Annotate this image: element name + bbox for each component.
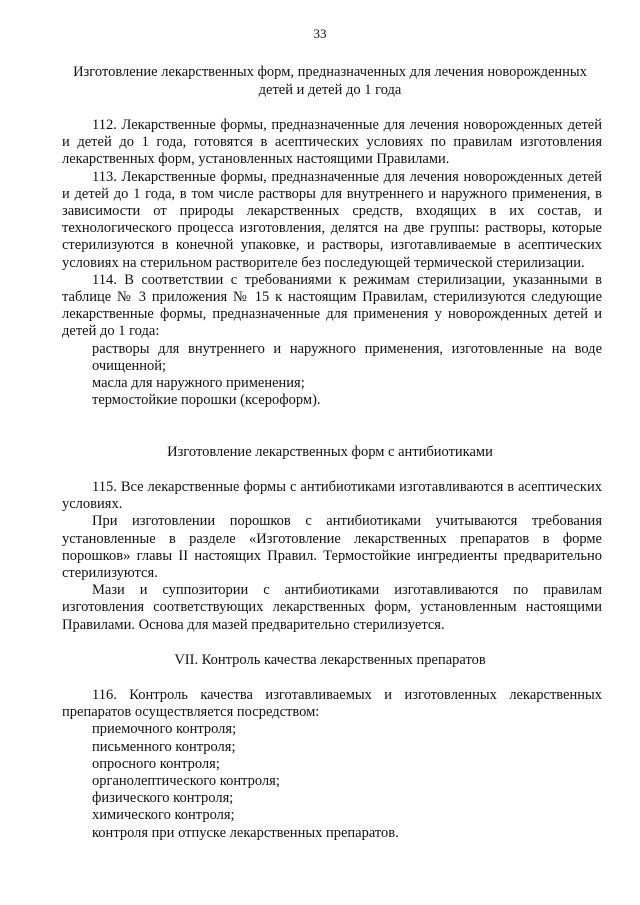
paragraph-115: 115. Все лекарственные формы с антибиотиками изготавливаются в асептических условиях.	[62, 479, 602, 513]
paragraph-114: 114. В соответствии с требованиями к режимам стерилизации, указанными в таблице № 3 приложения № 15 к настоящим Правилам, стерилизуются следующие лекарственные формы, предназначенные для применения у новорожденных детей и детей до 1 года:	[62, 271, 602, 340]
section-heading-newborns: Изготовление лекарственных форм, предназначенных для лечения новорожденных детей и детей до 1 года	[73, 64, 587, 98]
paragraph-112: 112. Лекарственные формы, предназначенные для лечения новорожденных детей и детей до 1 года, готовятся в асептических условиях по правилам изготовления лекарственных форм, установленных настоящими Правилами.	[62, 117, 602, 168]
list-item: физического контроля;	[92, 790, 234, 807]
paragraph-115-powders: При изготовлении порошков с антибиотиками учитываются требования установленные в разделе «Изготовление лекарственных препаратов в форме порошков» главы II настоящих Правил. Термостойкие ингредиенты предварительно стерилизуются.	[62, 513, 602, 582]
section-heading-quality-control: VII. Контроль качества лекарственных препаратов	[174, 652, 486, 668]
list-item: органолептического контроля;	[92, 773, 280, 790]
page-number: 33	[313, 26, 327, 41]
list-item: термостойкие порошки (ксероформ).	[92, 392, 321, 409]
list-item: растворы для внутреннего и наружного применения, изготовленные на воде очищенной;	[92, 340, 602, 374]
list-item: масла для наружного применения;	[92, 375, 305, 392]
section-body-newborns	[62, 117, 602, 409]
list-item: контроля при отпуске лекарственных препаратов.	[92, 824, 399, 841]
section-body-quality-control	[62, 687, 602, 842]
section-body-antibiotics	[62, 479, 602, 634]
paragraph-113: 113. Лекарственные формы, предназначенные для лечения новорожденных детей и детей до 1 года, в том числе растворы для внутреннего и наружного применения, в зависимости от природы лекарственных средств, входящих в их состав, и технологического процесса изготовления, делятся на две группы: растворы, которые стерилизуются в конечной упаковке, и растворы, изготавливаемые в асептических условиях на стерильном растворителе без последующей термической стерилизации.	[62, 168, 602, 271]
section-heading-antibiotics: Изготовление лекарственных форм с антибиотиками	[167, 444, 493, 460]
list-item: приемочного контроля;	[92, 721, 237, 738]
list-item: опросного контроля;	[92, 755, 220, 772]
list-item: химического контроля;	[92, 807, 235, 824]
paragraph-116: 116. Контроль качества изготавливаемых и изготовленных лекарственных препаратов осуществляется посредством:	[62, 687, 602, 721]
list-item: письменного контроля;	[92, 738, 236, 755]
paragraph-115-ointments: Мази и суппозитории с антибиотиками изготавливаются по правилам изготовления соответствующих лекарственных форм, установленным настоящими Правилами. Основа для мазей предварительно стерилизуется.	[62, 582, 602, 633]
